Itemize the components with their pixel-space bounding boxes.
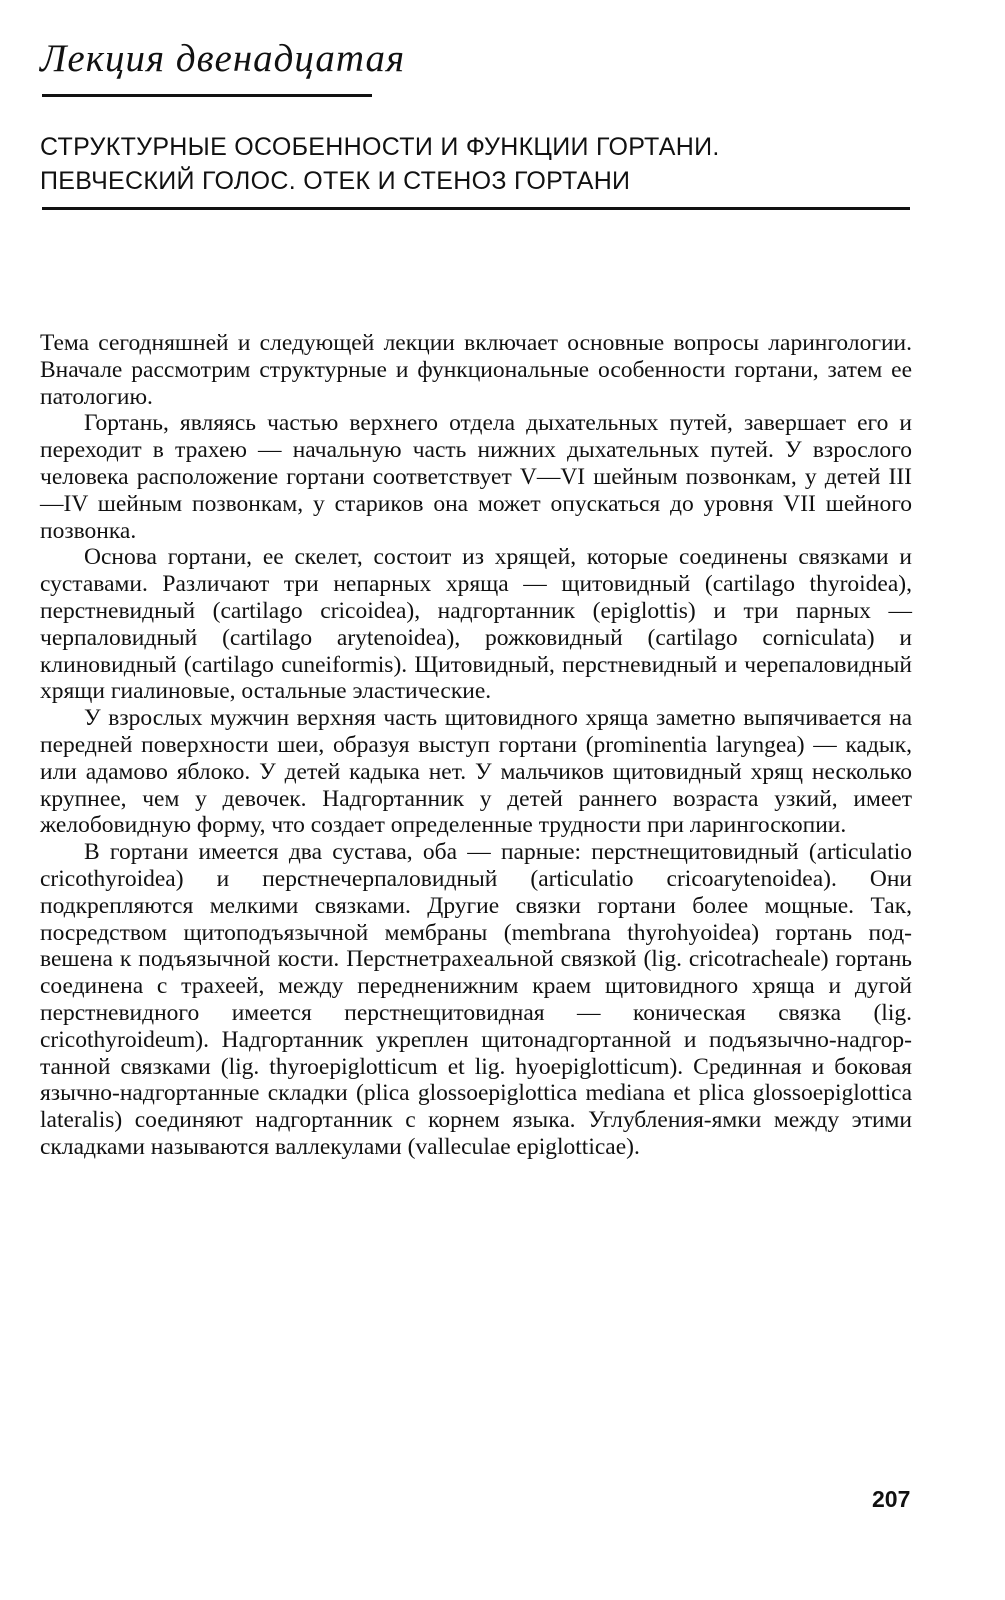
paragraph-3: Основа гортани, ее скелет, состоит из хрящей, которые соединены связками и суставами. Различают три непарных хряща — щитовидный (cartilago thyroidea), перстневидный (cartilago cricoidea), надгортанник (epiglottis) и три парных — черпаловидный (cartilago arytenoidea), рожковидный (cartilago corniculata) и клиновидный (cartilago cuneiformis). Щитовидный, перстневидный и черепаловидный хрящи гиалиновые, остальные эластические. — [40, 544, 912, 705]
paragraph-1: Тема сегодняшней и следующей лекции включает основные вопросы ларингологии. Вначале рассмотрим структурные и функциональные особенности гортани, затем ее патологию. — [40, 330, 912, 410]
paragraph-2: Гортань, являясь частью верхнего отдела дыхательных путей, завершает его и переходит в трахею — начальную часть нижних дыхательных путей. У взрослого человека расположение гортани соответствует V—VI шейным позвонкам, у детей III—IV шейным позвонкам, у стариков она может опускаться до уровня VII шейного позвонка. — [40, 410, 912, 544]
body-text — [40, 330, 912, 1161]
chapter-title-line-2: ПЕВЧЕСКИЙ ГОЛОС. ОТЕК И СТЕНОЗ ГОРТАНИ — [40, 167, 631, 195]
paragraph-5: В гортани имеется два сустава, оба — парные: перстнещитовидный (articulatio cricothyroidea) и перстнечерпаловидный (articulatio cricoarytenoidea). Они подкрепляются мелкими связками. Другие связки гортани более мощные. Так, посредством щитоподъязычной мембраны (membrana thyrohyoidea) гортань подвешена к подъязычной кости. Перстнетрахеальной связкой (lig. cricotracheale) гортань соединена с трахеей, между передненижним краем щитовидного хряща и дугой перстневидного имеется перстнещитовидная — коническая связка (lig. cricothyroideum). Надгортанник укреплен щитонадгортанной и подъязычно-надгортанной связками (lig. thyroepiglotticum et lig. hyoepiglotticum). Срединная и боковая язычно-надгортанные складки (plica glossoepiglottica mediana et plica glossoepiglottica lateralis) соединяют надгортанник с корнем языка. Углубления-ямки между этими складками называются валлекулами (valleculae epiglotticae). — [40, 839, 912, 1160]
paragraph-4: У взрослых мужчин верхняя часть щитовидного хряща заметно выпячивается на передней поверхности шеи, образуя выступ гортани (prominentia laryngea) — кадык, или адамово яблоко. У детей кадыка нет. У мальчиков щитовидный хрящ несколько крупнее, чем у девочек. Надгортанник у детей раннего возраста узкий, имеет желобовидную форму, что создает определенные трудности при ларингоскопии. — [40, 705, 912, 839]
header-long-rule — [42, 207, 910, 210]
chapter-title-line-1: СТРУКТУРНЫЕ ОСОБЕННОСТИ И ФУНКЦИИ ГОРТАНИ. — [40, 133, 720, 161]
header-short-rule — [42, 94, 372, 97]
page-number: 207 — [872, 1486, 911, 1512]
chapter-title — [40, 130, 720, 198]
lecture-label: Лекция двенадцатая — [40, 37, 406, 80]
